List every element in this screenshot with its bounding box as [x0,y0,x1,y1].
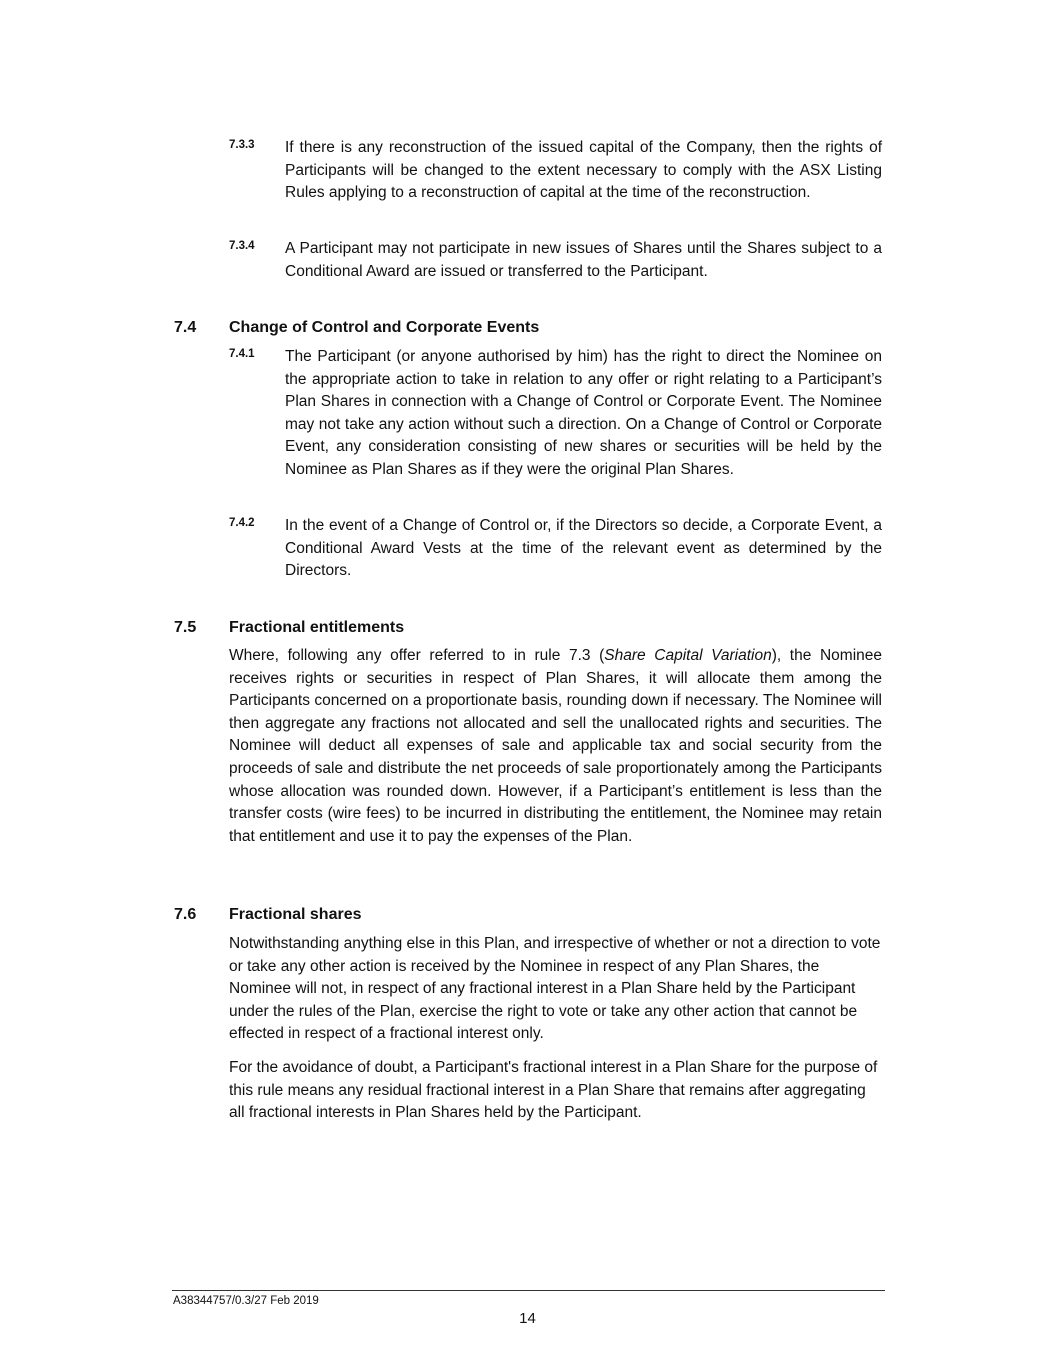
clause-number: 7.3.3 [229,139,255,151]
body-text-start: Where, following any offer referred to in rule 7.3 ( [229,647,605,664]
clause-7-3-4 [229,238,882,283]
section-title: Fractional entitlements [229,619,405,636]
section-title: Fractional shares [229,906,362,923]
page-number: 14 [519,1310,536,1327]
clause-text: A Participant may not participate in new issues of Shares until the Shares subject to a Conditional Award are issued or transferred to the Participant. [285,240,882,280]
section-number: 7.5 [174,619,197,636]
section-title: Change of Control and Corporate Events [229,319,540,336]
clause-text: In the event of a Change of Control or, if the Directors so decide, a Corporate Event, a Conditional Award Vests at the time of the relevant event as determined by the Directors. [285,517,882,580]
clause-number: 7.4.2 [229,517,255,529]
body-text-end: ), the Nominee receives rights or securities in respect of Plan Shares, it will allocate them among the Participants concerned on a proportionate basis, rounding down if necessary. The Nominee will then aggregate any fractions not allocated and sell the unallocated rights and securities. The Nominee will deduct all expenses of sale and applicable tax and social security from the proceeds of sale and distribute the net proceeds of sale proportionately among the Participants whose allocation was rounded down. However, if a Participant’s entitlement is less than the transfer costs (wire fees) to be incurred in distributing the entitlement, the Nominee may retain that entitlement and use it to pay the expenses of the Plan. [229,647,882,845]
clause-7-4-2 [229,515,882,583]
document-reference: A38344757/0.3/27 Feb 2019 [173,1295,319,1307]
section-body [229,645,882,848]
clause-text: The Participant (or anyone authorised by him) has the right to direct the Nominee on the appropriate action to take in relation to any offer or right relating to a Participant’s Plan Shares in connection with a Change of Control or Corporate Event. The Nominee may not take any action without such a direction. On a Change of Control or Corporate Event, any consideration consisting of new shares or securities will be held by the Nominee as Plan Shares as if they were the original Plan Shares. [285,348,882,478]
clause-number: 7.3.4 [229,240,255,252]
footer-divider [172,1290,885,1291]
section-number: 7.6 [174,906,197,923]
section-body-paragraph-1: Notwithstanding anything else in this Plan, and irrespective of whether or not a direction to vote or take any other action is received by the Nominee in respect of any Plan Shares, the Nominee will not, in respect of any fractional interest in a Plan Share held by the Participant under the rules of the Plan, exercise the right to vote or take any other action that cannot be effected in respect of a fractional interest only. [229,935,881,1043]
cross-reference-title: Share Capital Variation [604,647,772,664]
section-number: 7.4 [174,319,197,336]
clause-text: If there is any reconstruction of the issued capital of the Company, then the rights of Participants will be changed to the extent necessary to comply with the ASX Listing Rules applying to a reconstruction of capital at the time of the reconstruction. [285,139,882,202]
section-body-paragraph-2: For the avoidance of doubt, a Participant's fractional interest in a Plan Share for the purpose of this rule means any residual fractional interest in a Plan Share that remains after aggregating all fractional interests in Plan Shares held by the Participant. [229,1059,878,1122]
clause-7-4-1 [229,346,882,482]
clause-number: 7.4.1 [229,348,255,360]
clause-7-3-3 [229,137,882,205]
